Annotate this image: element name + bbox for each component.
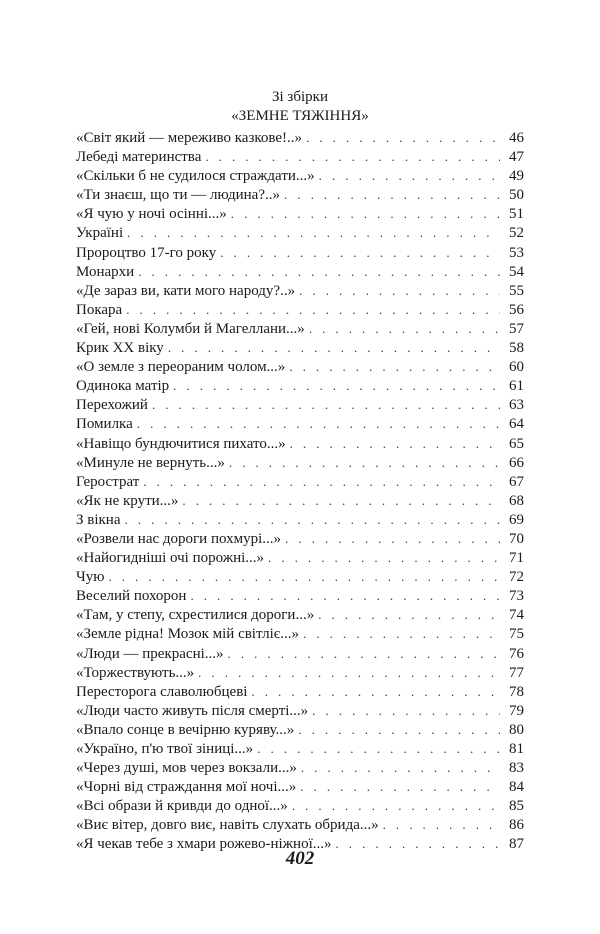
toc-entry-page: 47 (509, 149, 524, 166)
toc-entry-page: 55 (509, 282, 524, 299)
toc-entry-page: 79 (509, 702, 524, 719)
toc-dot-leader (198, 663, 500, 682)
toc-entry (76, 128, 524, 147)
toc-dot-leader (152, 395, 500, 414)
toc-dot-leader (300, 777, 500, 796)
toc-entry (76, 815, 524, 834)
toc-entry (76, 701, 524, 720)
toc-entry (76, 586, 524, 605)
toc-entry-page: 65 (509, 435, 524, 452)
toc-dot-leader (290, 434, 500, 453)
toc-entry-page: 50 (509, 187, 524, 204)
toc-entry (76, 453, 524, 472)
toc-entry (76, 357, 524, 376)
toc-entry-title: Монархи (76, 263, 135, 280)
toc-entry-title: «Через душі, мов через вокзали...» (76, 760, 297, 777)
toc-entry (76, 644, 524, 663)
toc-entry-title: Перехожий (76, 397, 148, 414)
toc-entry (76, 147, 524, 166)
table-of-contents (76, 128, 524, 854)
toc-entry-page: 61 (509, 378, 524, 395)
toc-entry-page: 69 (509, 511, 524, 528)
toc-dot-leader (285, 529, 500, 548)
toc-entry-page: 49 (509, 168, 524, 185)
toc-entry-title: «Скільки б не судилося страждати...» (76, 168, 315, 185)
toc-entry-title: Пророцтво 17-го року (76, 244, 217, 261)
toc-dot-leader (205, 147, 500, 166)
toc-entry-page: 52 (509, 225, 524, 242)
toc-entry-page: 64 (509, 416, 524, 433)
toc-dot-leader (306, 128, 500, 147)
toc-entry-title: «Виє вітер, довго виє, навіть слухать обрида...» (76, 817, 379, 834)
toc-entry-title: Чую (76, 569, 105, 586)
toc-dot-leader (318, 605, 500, 624)
toc-entry (76, 204, 524, 223)
toc-entry (76, 663, 524, 682)
toc-entry (76, 529, 524, 548)
toc-entry (76, 338, 524, 357)
toc-entry-title: «Люди часто живуть після смерті...» (76, 702, 309, 719)
toc-entry-title: «Де зараз ви, кати мого народу?..» (76, 282, 296, 299)
toc-entry-title: «Гей, нові Колумби й Магеллани...» (76, 320, 305, 337)
toc-entry-title: «О земле з переораним чолом...» (76, 359, 286, 376)
toc-entry-page: 76 (509, 645, 524, 662)
toc-entry-page: 67 (509, 473, 524, 490)
toc-entry-page: 87 (509, 836, 524, 853)
toc-dot-leader (190, 586, 500, 605)
toc-dot-leader (127, 223, 500, 242)
toc-entry (76, 567, 524, 586)
toc-dot-leader (309, 319, 500, 338)
toc-entry-page: 75 (509, 626, 524, 643)
toc-entry (76, 262, 524, 281)
toc-entry-title: Україні (76, 225, 124, 242)
section-heading (76, 88, 524, 126)
toc-dot-leader (108, 567, 500, 586)
toc-dot-leader (383, 815, 500, 834)
toc-entry-title: Пересторога славолюбцеві (76, 683, 248, 700)
toc-entry-page: 74 (509, 607, 524, 624)
toc-entry-title: Герострат (76, 473, 140, 490)
toc-dot-leader (303, 624, 500, 643)
toc-entry (76, 777, 524, 796)
toc-entry-title: «Минуле не вернуть...» (76, 454, 225, 471)
toc-dot-leader (143, 472, 500, 491)
toc-entry-page: 71 (509, 550, 524, 567)
toc-dot-leader (292, 796, 500, 815)
toc-entry-title: «Україно, п'ю твої зіниці...» (76, 741, 254, 757)
toc-entry (76, 472, 524, 491)
toc-entry-page: 53 (509, 244, 524, 261)
toc-dot-leader (257, 739, 500, 758)
toc-entry-title: «Найогидніші очі порожні...» (76, 550, 265, 567)
page-number: 402 (285, 848, 315, 869)
toc-entry (76, 376, 524, 395)
toc-dot-leader (168, 338, 500, 357)
toc-entry-page: 72 (509, 569, 524, 586)
toc-entry-page: 86 (509, 817, 524, 834)
toc-entry (76, 434, 524, 453)
toc-entry (76, 491, 524, 510)
toc-entry-title: «Там, у степу, схрестилися дороги...» (76, 607, 315, 624)
toc-entry-title: Одинока матір (76, 378, 170, 395)
toc-entry-page: 78 (509, 683, 524, 700)
section-heading-line1: Зі збірки (272, 89, 328, 105)
toc-entry-page: 73 (509, 588, 524, 605)
toc-dot-leader (173, 376, 500, 395)
toc-dot-leader (319, 166, 500, 185)
toc-entry (76, 300, 524, 319)
toc-entry-page: 51 (509, 206, 524, 223)
toc-entry-title: Крик XX віку (76, 340, 164, 357)
toc-dot-leader (268, 548, 500, 567)
toc-entry-page: 57 (509, 320, 524, 337)
toc-entry-page: 83 (509, 760, 524, 777)
toc-dot-leader (301, 758, 500, 777)
toc-entry-title: «Розвели нас дороги похмурі...» (76, 530, 282, 547)
toc-entry (76, 720, 524, 739)
toc-entry-title: Веселий похорон (76, 588, 187, 605)
toc-dot-leader (312, 701, 500, 720)
toc-entry-page: 80 (509, 721, 524, 738)
toc-dot-leader (182, 491, 500, 510)
toc-entry-title: Помилка (76, 416, 133, 433)
toc-entry-page: 77 (509, 664, 524, 681)
toc-dot-leader (289, 357, 500, 376)
toc-entry-page: 63 (509, 397, 524, 414)
toc-entry-page: 81 (509, 741, 524, 757)
toc-entry (76, 414, 524, 433)
toc-entry-title: «Ти знаєш, що ти — людина?..» (76, 187, 280, 204)
toc-entry-title: «Земле рідна! Мозок мій світліє...» (76, 626, 299, 643)
toc-dot-leader (251, 682, 500, 701)
toc-entry (76, 185, 524, 204)
toc-entry-page: 84 (509, 779, 524, 796)
toc-dot-leader (137, 414, 500, 433)
toc-entry (76, 739, 524, 758)
toc-entry-title: «Навіщо бундючитися пихато...» (76, 435, 286, 452)
toc-entry (76, 395, 524, 414)
toc-dot-leader (228, 644, 500, 663)
toc-dot-leader (298, 720, 500, 739)
toc-entry-page: 70 (509, 530, 524, 547)
toc-dot-leader (138, 262, 500, 281)
toc-entry-title: «Як не крути...» (76, 492, 179, 509)
toc-entry-page: 56 (509, 301, 524, 318)
toc-dot-leader (284, 185, 500, 204)
toc-entry (76, 758, 524, 777)
toc-entry (76, 510, 524, 529)
toc-entry-page: 66 (509, 454, 524, 471)
toc-entry (76, 548, 524, 567)
toc-entry-title: «Я чую у ночі осінні...» (76, 206, 227, 223)
toc-entry-title: «Торжествують...» (76, 664, 195, 681)
toc-entry-title: «Впало сонце в вечірню куряву...» (76, 721, 295, 738)
toc-entry (76, 319, 524, 338)
toc-entry-page: 54 (509, 263, 524, 280)
toc-entry (76, 796, 524, 815)
toc-entry-title: «Всі образи й кривди до одної...» (76, 798, 288, 815)
toc-entry-title: «Люди — прекрасні...» (76, 645, 224, 662)
toc-entry (76, 166, 524, 185)
toc-entry-page: 85 (509, 798, 524, 815)
toc-entry (76, 281, 524, 300)
toc-entry (76, 243, 524, 262)
toc-dot-leader (220, 243, 500, 262)
toc-entry-title: «Я чекав тебе з хмари рожево-ніжної...» (76, 836, 332, 853)
toc-dot-leader (126, 300, 500, 319)
toc-dot-leader (125, 510, 501, 529)
toc-entry-title: «Чорні від страждання мої ночі...» (76, 779, 297, 796)
toc-entry-title: Лебеді материнства (76, 149, 202, 166)
toc-entry-page: 46 (509, 130, 524, 146)
toc-entry-page: 68 (509, 492, 524, 509)
toc-entry (76, 682, 524, 701)
toc-dot-leader (229, 453, 500, 472)
toc-entry (76, 605, 524, 624)
section-heading-title: «ЗЕМНЕ ТЯЖІННЯ» (231, 108, 369, 124)
toc-entry-title: Покара (76, 301, 123, 318)
toc-entry-page: 60 (509, 359, 524, 376)
toc-entry-title: «Світ який — мереживо казкове!..» (76, 130, 303, 146)
toc-entry-page: 58 (509, 340, 524, 357)
toc-dot-leader (299, 281, 500, 300)
toc-dot-leader (231, 204, 500, 223)
toc-entry (76, 624, 524, 643)
toc-entry (76, 223, 524, 242)
toc-entry-title: З вікна (76, 511, 121, 528)
toc-page (76, 88, 524, 854)
